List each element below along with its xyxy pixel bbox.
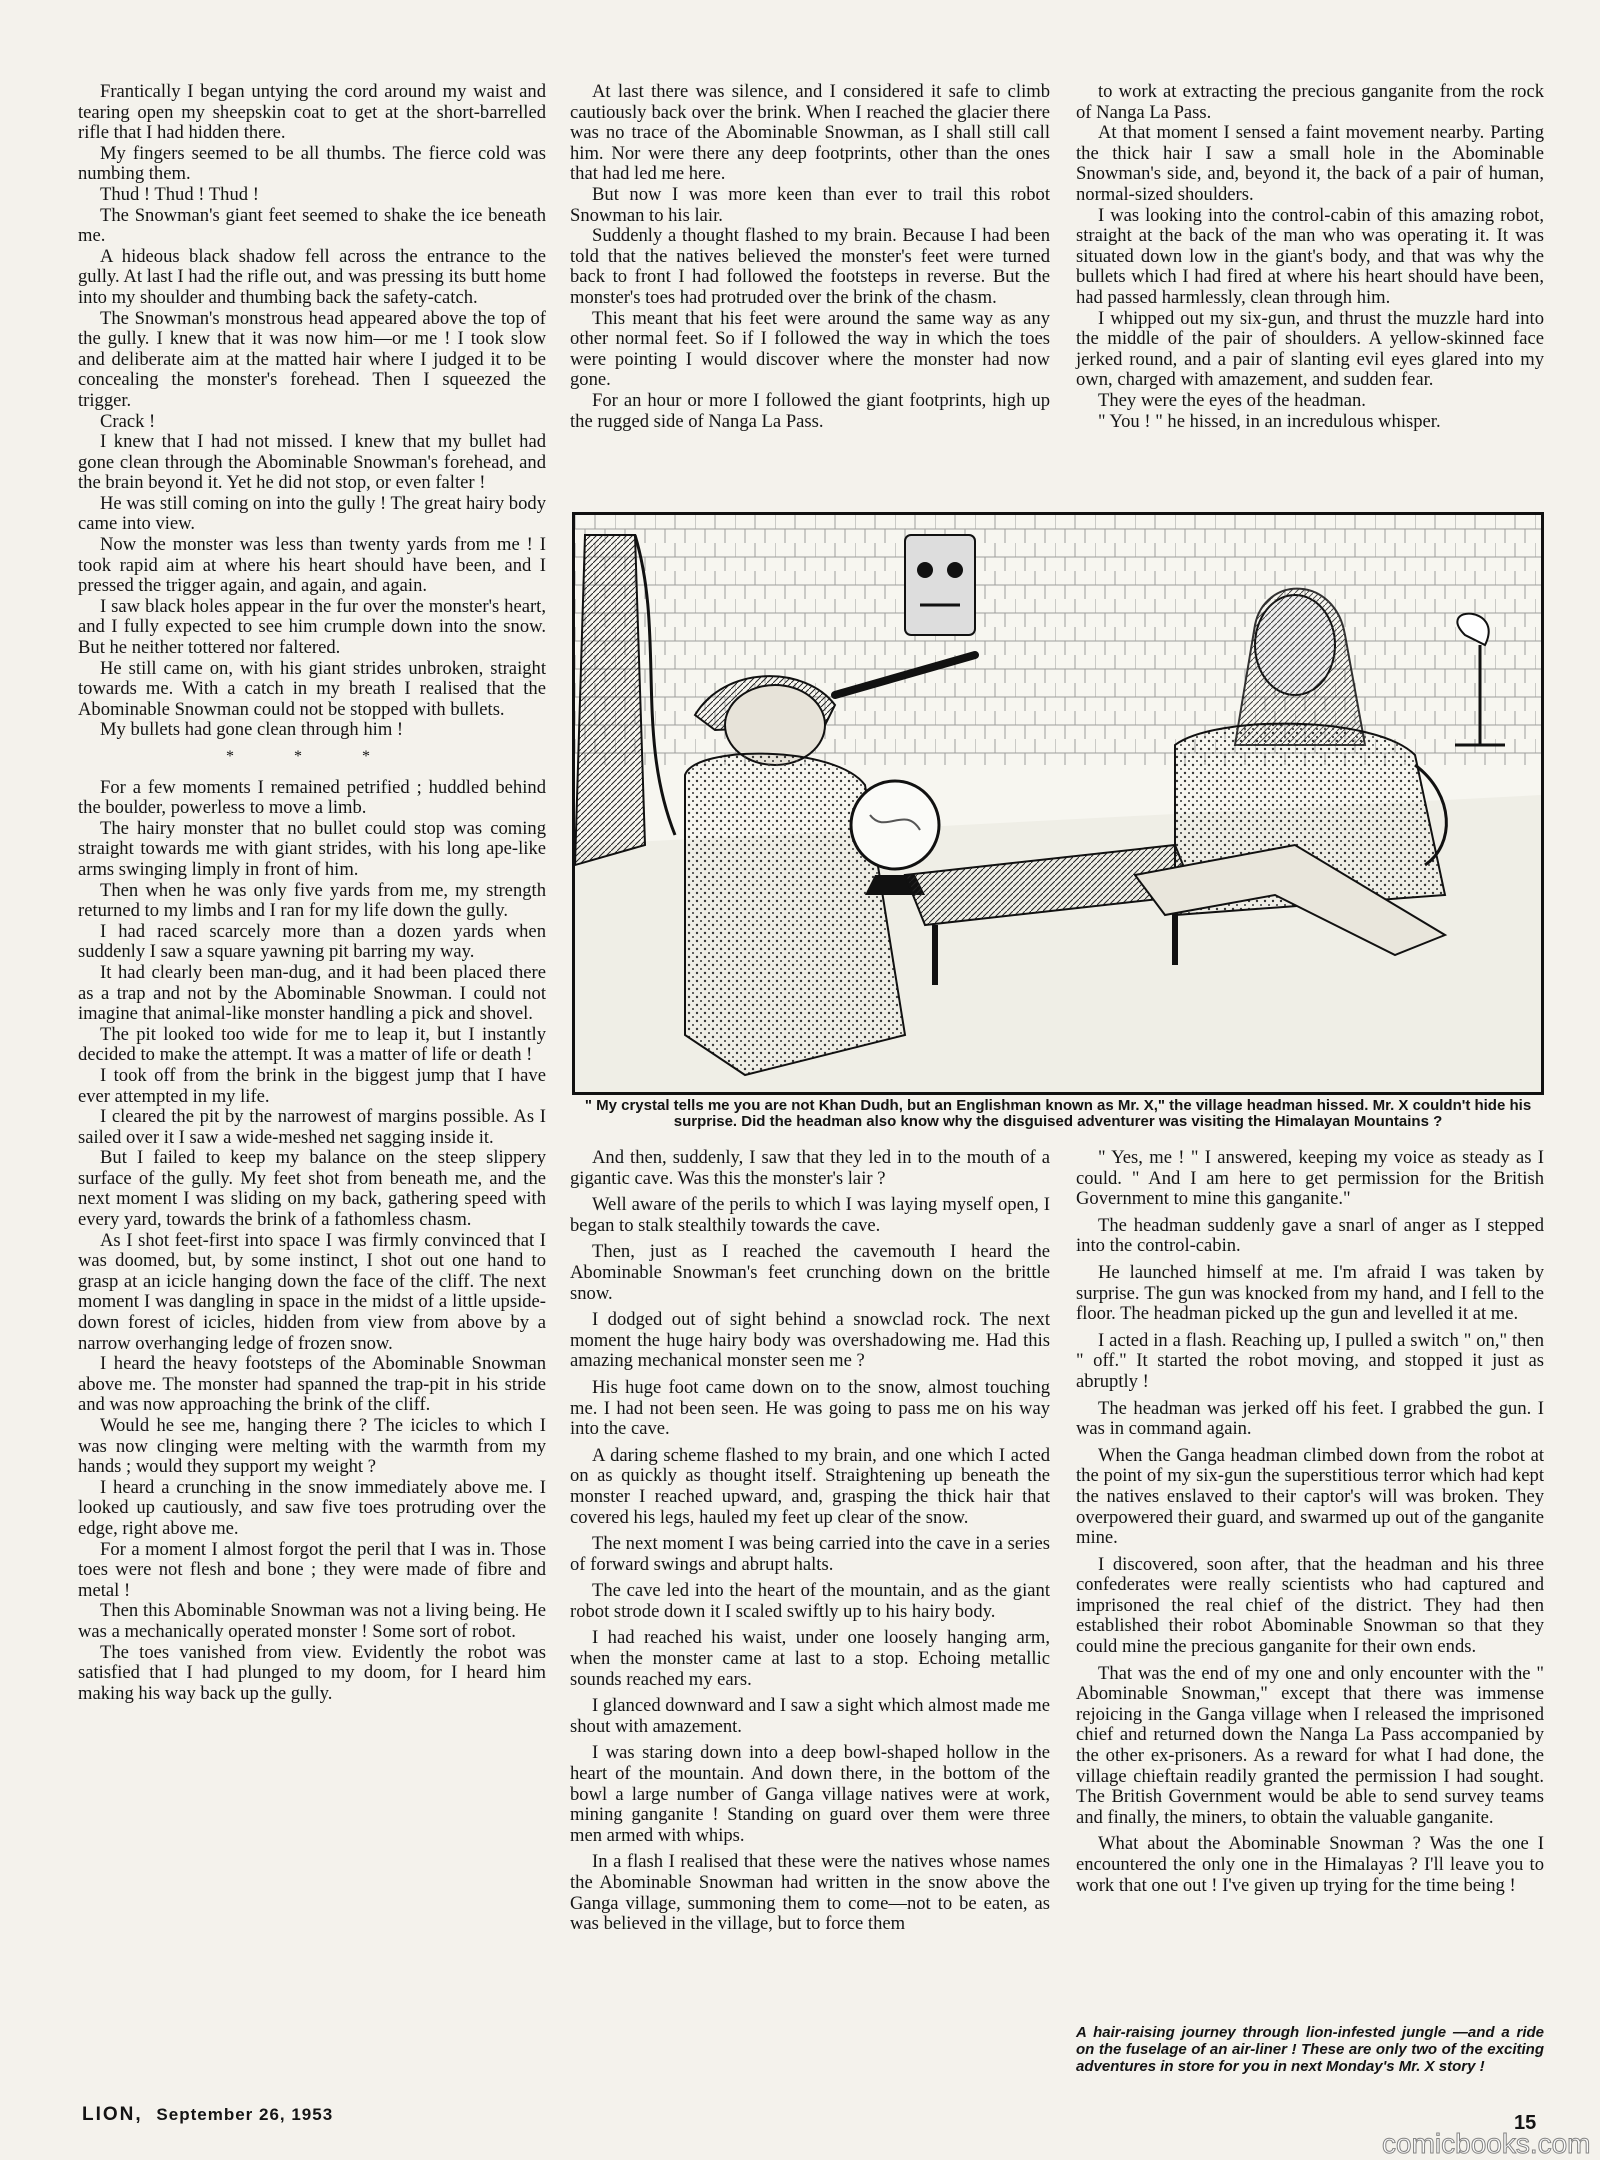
- story-paragraph: For an hour or more I followed the giant footprints, high up the rugged side of Nanga La Pass.: [570, 389, 1050, 432]
- watermark: comicbooks.com: [1382, 2128, 1591, 2159]
- story-paragraph: But I failed to keep my balance on the steep slippery surface of the gully. My feet shot from beneath me, and the next moment I was sliding on my back, gathering speed with every yard, towards the brink of a fathomless chasm.: [78, 1147, 546, 1231]
- story-paragraph: I had raced scarcely more than a dozen yards when suddenly I saw a square yawning pit barring my way.: [78, 920, 546, 963]
- page-footer: [82, 2104, 333, 2126]
- story-paragraph: I had reached his waist, under one loosely hanging arm, when the monster came at last to a stop. Echoing metallic sounds reached my ears.: [570, 1627, 1050, 1690]
- story-column-2-bottom: [570, 1148, 1050, 1941]
- story-paragraph: Frantically I began untying the cord around my waist and tearing open my sheepskin coat to get at the short-barrelled rifle that I had hidden there.: [78, 81, 546, 144]
- story-paragraph: The Snowman's giant feet seemed to shake the ice beneath me.: [78, 204, 546, 247]
- story-paragraph: Then, just as I reached the cavemouth I heard the Abominable Snowman's feet crunching down on the brittle snow.: [570, 1241, 1050, 1304]
- story-column-1: [78, 82, 546, 1704]
- next-story-teaser: A hair-raising journey through lion-infested jungle —and a ride on the fuselage of an air-liner ! These are only two of the exciting adventures in store for you in next Monday's Mr. X story !: [1076, 2024, 1544, 2075]
- story-illustration: [572, 512, 1544, 1095]
- story-paragraph: The Snowman's monstrous head appeared above the top of the gully. I knew that it was now him—or me ! I took slow and deliberate aim at the matted hair where I judged it to be concealing the monster's forehead. Then I squeezed the trigger.: [78, 307, 546, 411]
- story-paragraph: I whipped out my six-gun, and thrust the muzzle hard into the middle of the pair of shoulders. A yellow-skinned face jerked round, and a pair of slanting evil eyes glared into my own, charged with amazement, and sudden fear.: [1076, 307, 1544, 391]
- story-paragraph: I was staring down into a deep bowl-shaped hollow in the heart of the mountain. And down there, in the bottom of the bowl a large number of Ganga village natives were at work, mining ganganite ! Standing on guard over them were three men armed with whips.: [570, 1742, 1050, 1846]
- story-paragraph: Crack !: [100, 410, 156, 432]
- story-paragraph: The toes vanished from view. Evidently the robot was satisfied that I had plunged to my doom, for I heard him making his way back up the gully.: [78, 1641, 546, 1704]
- story-paragraph: This meant that his feet were around the same way as any other normal feet. So if I followed the way in which the toes were pointing I would discover where the monster had now gone.: [570, 307, 1050, 391]
- story-paragraph: At last there was silence, and I considered it safe to climb cautiously back over the brink. When I reached the glacier there was no trace of the Abominable Snowman, as I shall still call him. Nor were there any deep footprints, other than the ones that had led me here.: [570, 81, 1050, 185]
- publication-name: LION,: [82, 2104, 143, 2125]
- story-paragraph: Then this Abominable Snowman was not a living being. He was a mechanically operated monster ! Some sort of robot.: [78, 1600, 546, 1642]
- story-paragraph: " Yes, me ! " I answered, keeping my voice as steady as I could. " And I am here to get permission for the British Government to mine this ganganite.": [1076, 1147, 1544, 1210]
- story-column-2-top: [570, 82, 1050, 432]
- story-paragraph: The next moment I was being carried into the cave in a series of forward swings and abrupt halts.: [570, 1533, 1050, 1575]
- story-paragraph: Would he see me, hanging there ? The icicles to which I was now clinging were melting with the warmth from my hands ; would they support my weight ?: [78, 1415, 546, 1478]
- story-paragraph: At that moment I sensed a faint movement nearby. Parting the thick hair I saw a small hole in the Abominable Snowman's side, and, beyond it, the back of a pair of human, normal-sized shoulders.: [1076, 122, 1544, 205]
- story-paragraph: He was still coming on into the gully ! The great hairy body came into view.: [78, 492, 546, 535]
- story-paragraph: I discovered, soon after, that the headman and his three confederates were really scientists who had captured and imprisoned the real chief of the district. They had then established their robot Abominable Snowman so that they could mine the precious ganganite for their own ends.: [1076, 1553, 1544, 1658]
- story-paragraph: I glanced downward and I saw a sight which almost made me shout with amazement.: [570, 1695, 1050, 1737]
- story-paragraph: But now I was more keen than ever to trail this robot Snowman to his lair.: [570, 183, 1050, 226]
- story-paragraph: My bullets had gone clean through him !: [100, 719, 404, 741]
- story-paragraph: Suddenly a thought flashed to my brain. Because I had been told that the natives believed the monster's feet were turned back to front I had followed the footsteps in reverse. But the monster's toes had protruded over the brink of the chasm.: [570, 225, 1050, 308]
- story-paragraph: I knew that I had not missed. I knew that my bullet had gone clean through the Abominable Snowman's forehead, and the brain beyond it. Yet he did not stop, or even falter !: [78, 431, 546, 494]
- story-column-3-bottom: [1076, 1148, 1544, 1902]
- story-paragraph: I cleared the pit by the narrowest of margins possible. As I sailed over it I saw a wide-meshed net sagging inside it.: [78, 1106, 546, 1148]
- story-paragraph: A daring scheme flashed to my brain, and one which I acted on as quickly as thought itself. Straightening up beneath the monster I reached upward, and, grasping the thick hair that covered his legs, hauled my feet up clear of the snow.: [570, 1444, 1050, 1528]
- illustration-caption: " My crystal tells me you are not Khan Dudh, but an Englishman known as Mr. X," the village headman hissed. Mr. X couldn't hide his surprise. Did the headman also know why the disguised adventurer was visiting the Himalayan Mountains ?: [584, 1097, 1532, 1130]
- story-paragraph: The pit looked too wide for me to leap it, but I instantly decided to make the attempt. It was a matter of life or death !: [78, 1023, 546, 1066]
- story-paragraph: Now the monster was less than twenty yards from me ! I took rapid aim at where his heart should have been, and I pressed the trigger again, and again, and again.: [78, 534, 546, 597]
- story-paragraph: That was the end of my one and only encounter with the " Abominable Snowman," except that there was immense rejoicing in the Ganga village when I released the imprisoned chief and returned down the Nanga La Pass accompanied by the other ex-prisoners. As a reward for what I had done, the village chieftain readily granted the permission I had sought. The British Government would be able to send survey teams and finally, the miners, to obtain the valuable ganganite.: [1076, 1662, 1544, 1828]
- story-paragraph: In a flash I realised that these were the natives whose names the Abominable Snowman had written in the snow above the Ganga village, summoning them to come—not to be eaten, as was believed in the village, but to force them: [570, 1851, 1050, 1935]
- illustration-drawing: [575, 515, 1541, 1092]
- story-paragraph: I heard the heavy footsteps of the Abominable Snowman above me. The monster had spanned the trap-pit in his stride and was now approaching the brink of the cliff.: [78, 1353, 546, 1416]
- story-paragraph: My fingers seemed to be all thumbs. The fierce cold was numbing them.: [78, 142, 546, 185]
- story-paragraph: He launched himself at me. I'm afraid I was taken by surprise. The gun was knocked from my hand, and I fell to the floor. The headman picked up the gun and levelled it at me.: [1076, 1261, 1544, 1325]
- story-paragraph: I saw black holes appear in the fur over the monster's heart, and I fully expected to see him crumple down into the snow. But he neither tottered nor faltered.: [78, 595, 546, 659]
- story-paragraph: As I shot feet-first into space I was firmly convinced that I was doomed, but, by some instinct, I shot out one hand to grasp at an icicle hanging down the face of the cliff. The next moment I was dangling in space in the midst of a little upside-down forest of icicles, hidden from view from above by a narrow overhanging ledge of frozen snow.: [78, 1229, 546, 1354]
- story-paragraph: His huge foot came down on to the snow, almost touching me. I had not been seen. He was going to pass me on his way into the cave.: [570, 1376, 1050, 1440]
- story-paragraph: * * *: [226, 748, 398, 765]
- story-paragraph: And then, suddenly, I saw that they led in to the mouth of a gigantic cave. Was this the monster's lair ?: [570, 1147, 1050, 1189]
- story-paragraph: They were the eyes of the headman.: [1098, 389, 1366, 411]
- story-paragraph: The cave led into the heart of the mountain, and as the giant robot strode down it I scaled swiftly up to his hairy body.: [570, 1580, 1050, 1622]
- issue-date: September 26, 1953: [156, 2105, 334, 2124]
- story-column-3-top: [1076, 82, 1544, 432]
- story-paragraph: What about the Abominable Snowman ? Was the one I encountered the only one in the Himalayas ? I'll leave you to work that one out ! I've given up trying for the time being !: [1076, 1833, 1544, 1896]
- story-paragraph: The headman was jerked off his feet. I grabbed the gun. I was in command again.: [1076, 1397, 1544, 1440]
- story-paragraph: Thud ! Thud ! Thud !: [100, 183, 259, 205]
- story-paragraph: For a moment I almost forgot the peril that I was in. Those toes were not flesh and bone ; they were made of fibre and metal !: [78, 1538, 546, 1601]
- story-paragraph: He still came on, with his giant strides unbroken, straight towards me. With a catch in my breath I realised that the Abominable Snowman could not be stopped with bullets.: [78, 657, 546, 720]
- page-number: 15: [1514, 2112, 1537, 2134]
- story-paragraph: " You ! " he hissed, in an incredulous whisper.: [1098, 410, 1441, 432]
- story-paragraph: I heard a crunching in the snow immediately above me. I looked up cautiously, and saw five toes protruding over the edge, right above me.: [78, 1476, 546, 1539]
- story-paragraph: Then when he was only five yards from me, my strength returned to my limbs and I ran for my life down the gully.: [78, 879, 546, 922]
- story-paragraph: Well aware of the perils to which I was laying myself open, I began to stalk stealthily towards the cave.: [570, 1194, 1050, 1236]
- story-paragraph: I dodged out of sight behind a snowclad rock. The next moment the huge hairy body was overshadowing me. Had this amazing mechanical monster seen me ?: [570, 1309, 1050, 1372]
- story-paragraph: I acted in a flash. Reaching up, I pulled a switch " on," then " off." It started the robot moving, and stopped it just as abruptly !: [1076, 1329, 1544, 1392]
- story-paragraph: It had clearly been man-dug, and it had been placed there as a trap and not by the Abominable Snowman. I could not imagine that animal-like monster handling a pick and shovel.: [78, 961, 546, 1025]
- story-paragraph: I took off from the brink in the biggest jump that I have ever attempted in my life.: [78, 1064, 546, 1107]
- story-paragraph: to work at extracting the precious ganganite from the rock of Nanga La Pass.: [1076, 81, 1544, 123]
- story-paragraph: For a few moments I remained petrified ; huddled behind the boulder, powerless to move a limb.: [78, 776, 546, 819]
- story-paragraph: A hideous black shadow fell across the entrance to the gully. At last I had the rifle out, and was pressing its butt home into my shoulder and thumbing back the safety-catch.: [78, 245, 546, 308]
- story-paragraph: When the Ganga headman climbed down from the robot at the point of my six-gun the superstitious terror which had kept the natives enslaved to their captor's will was broken. They overpowered their guard, and swarmed up out of the ganganite mine.: [1076, 1444, 1544, 1549]
- story-paragraph: The hairy monster that no bullet could stop was coming straight towards me with giant strides, with his long ape-like arms swinging limply in front of him.: [78, 817, 546, 880]
- story-paragraph: I was looking into the control-cabin of this amazing robot, straight at the back of the man who was operating it. It was situated down low in the giant's body, and that was why the bullets which I had fired at where his heart should have been, had passed harmlessly, clean through him.: [1076, 204, 1544, 308]
- story-paragraph: The headman suddenly gave a snarl of anger as I stepped into the control-cabin.: [1076, 1214, 1544, 1257]
